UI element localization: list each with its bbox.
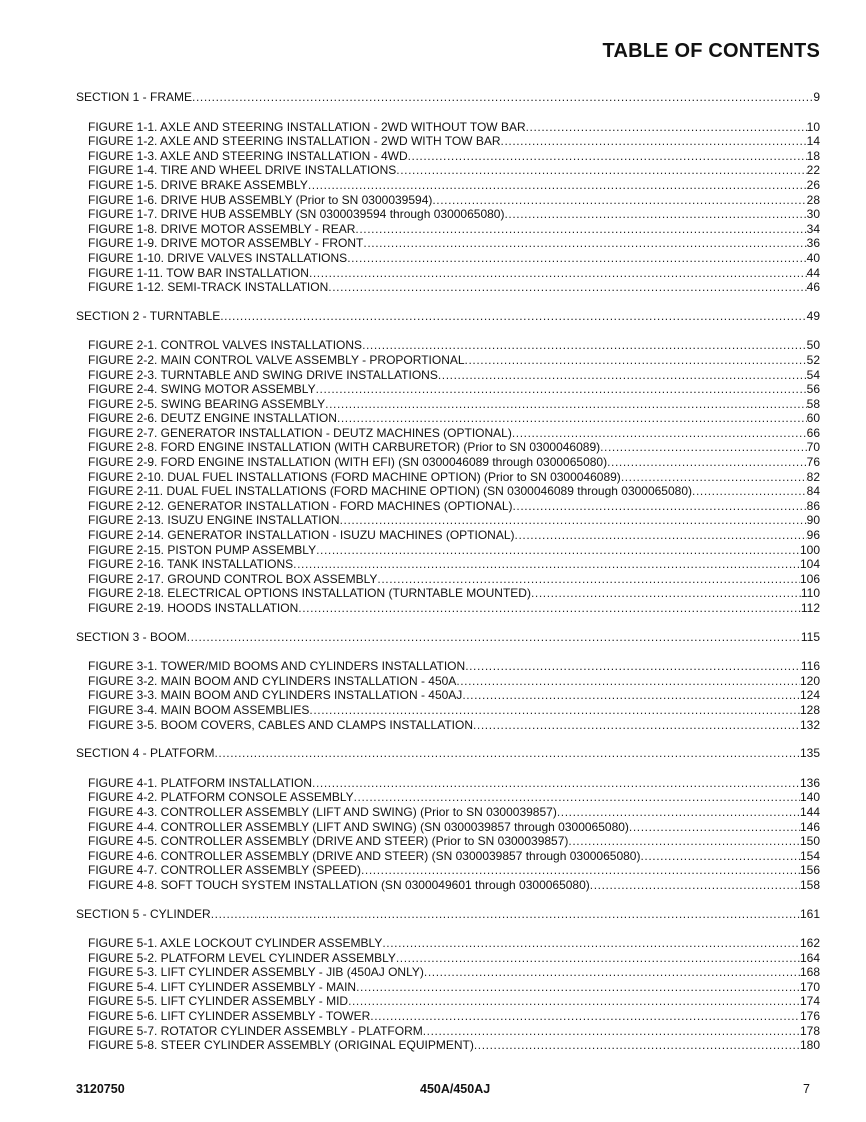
dot-leader (316, 382, 807, 397)
figure-entry[interactable] (76, 455, 820, 470)
dot-leader (424, 965, 800, 980)
figure-entry-label: FIGURE 4-8. SOFT TOUCH SYSTEM INSTALLATION (SN 0300049601 through 0300065080) (88, 877, 590, 892)
dot-leader (501, 134, 807, 149)
section-entry[interactable] (76, 907, 820, 922)
figure-entry-label: FIGURE 2-17. GROUND CONTROL BOX ASSEMBLY (88, 571, 378, 586)
figure-entry[interactable] (76, 266, 820, 281)
section-entry[interactable] (76, 90, 820, 105)
dot-leader (621, 470, 807, 485)
dot-leader (361, 863, 800, 878)
figure-entry-label: FIGURE 4-6. CONTROLLER ASSEMBLY (DRIVE AND STEER) (SN 0300039857 through 0300065080) (88, 848, 641, 863)
section-entry-page: 9 (813, 90, 820, 104)
toc-section (76, 746, 820, 892)
dot-leader (512, 426, 807, 441)
figure-entry[interactable] (76, 718, 820, 733)
figure-entry-label: FIGURE 1-3. AXLE AND STEERING INSTALLATION - 4WD (88, 148, 408, 163)
figure-entry-page: 116 (800, 659, 820, 674)
figure-entry[interactable] (76, 120, 820, 135)
figure-entry[interactable] (76, 586, 820, 601)
figure-entry-page: 44 (806, 265, 820, 280)
figure-entry-label: FIGURE 1-10. DRIVE VALVES INSTALLATIONS (88, 250, 348, 265)
figure-entry-label: FIGURE 2-16. TANK INSTALLATIONS (88, 557, 294, 572)
figure-entry[interactable] (76, 863, 820, 878)
figure-entry-page: 124 (799, 688, 820, 703)
figure-entry-page: 146 (799, 819, 820, 834)
figure-entry-label: FIGURE 2-3. TURNTABLE AND SWING DRIVE INSTALLATIONS (88, 367, 438, 382)
figure-entry[interactable] (76, 178, 820, 193)
dot-leader (298, 601, 801, 616)
figure-entry[interactable] (76, 688, 820, 703)
figure-entry-page: 58 (806, 396, 820, 411)
dot-leader (316, 543, 800, 558)
figure-entry-label: FIGURE 2-14. GENERATOR INSTALLATION - ISUZU MACHINES (OPTIONAL) (88, 528, 515, 543)
figure-entry-page: 96 (806, 528, 820, 543)
dot-leader (640, 849, 799, 864)
figure-entry-page: 132 (799, 717, 820, 732)
dot-leader (308, 178, 807, 193)
figure-entry-label: FIGURE 4-4. CONTROLLER ASSEMBLY (LIFT AND SWING) (SN 0300039857 through 0300065080) (88, 819, 629, 834)
figure-entry-label: FIGURE 3-4. MAIN BOOM ASSEMBLIES (88, 702, 310, 717)
dot-leader (337, 411, 807, 426)
footer-model: 450A/450AJ (420, 1082, 491, 1096)
figure-entry[interactable] (76, 572, 820, 587)
dot-leader (456, 674, 800, 689)
dot-leader (396, 163, 806, 178)
figure-entry-label: FIGURE 1-1. AXLE AND STEERING INSTALLATION - 2WD WITHOUT TOW BAR (88, 119, 526, 134)
figure-entry-page: 162 (799, 936, 820, 951)
figure-entry-label: FIGURE 3-2. MAIN BOOM AND CYLINDERS INSTALLATION - 450A (88, 673, 457, 688)
dot-leader (192, 90, 813, 105)
figure-entry-page: 106 (799, 571, 820, 586)
section-entry[interactable] (76, 746, 820, 761)
figure-entry-page: 174 (799, 994, 820, 1009)
dot-leader (355, 222, 806, 237)
figure-entry-page: 10 (806, 119, 820, 134)
toc-section (76, 907, 820, 1053)
figure-entry-page: 156 (799, 863, 820, 878)
figure-entry[interactable] (76, 470, 820, 485)
figure-entry[interactable] (76, 703, 820, 718)
figure-entry[interactable] (76, 1009, 820, 1024)
section-entry-label: SECTION 2 - TURNTABLE (76, 308, 221, 323)
dot-leader (515, 528, 807, 543)
dot-leader (325, 397, 806, 412)
figure-entry-label: FIGURE 3-3. MAIN BOOM AND CYLINDERS INSTALLATION - 450AJ (88, 688, 463, 703)
figure-entry[interactable] (76, 980, 820, 995)
figure-entry-label: FIGURE 5-2. PLATFORM LEVEL CYLINDER ASSEMBLY (88, 950, 396, 965)
dot-leader (309, 703, 800, 718)
section-entry[interactable] (76, 630, 820, 645)
figure-entry-page: 84 (806, 484, 820, 499)
section-entry-label: SECTION 5 - CYLINDER (76, 906, 211, 921)
figure-entry[interactable] (76, 484, 820, 499)
dot-leader (356, 980, 800, 995)
figure-entry-page: 52 (806, 352, 820, 367)
dot-leader (423, 1024, 800, 1039)
figure-entry-label: FIGURE 2-18. ELECTRICAL OPTIONS INSTALLATION (TURNTABLE MOUNTED) (88, 586, 531, 601)
dot-leader (214, 746, 800, 761)
figure-entry-page: 100 (799, 542, 820, 557)
figure-entry[interactable] (76, 411, 820, 426)
figure-entry-page: 28 (806, 192, 820, 207)
figure-entry[interactable] (76, 426, 820, 441)
figure-entry-label: FIGURE 4-2. PLATFORM CONSOLE ASSEMBLY (88, 790, 354, 805)
figure-entry[interactable] (76, 790, 820, 805)
figure-entry-label: FIGURE 1-5. DRIVE BRAKE ASSEMBLY (88, 177, 308, 192)
figure-entry-label: FIGURE 2-5. SWING BEARING ASSEMBLY (88, 396, 326, 411)
figure-entry-label: FIGURE 2-7. GENERATOR INSTALLATION - DEUTZ MACHINES (OPTIONAL) (88, 425, 512, 440)
dot-leader (363, 236, 806, 251)
section-entry-page: 135 (799, 746, 820, 761)
figure-entry-page: 82 (806, 469, 820, 484)
figure-entry-page: 128 (799, 702, 820, 717)
figure-entry-page: 140 (799, 790, 820, 805)
figure-entry-page: 22 (806, 163, 820, 178)
figure-entry-label: FIGURE 5-6. LIFT CYLINDER ASSEMBLY - TOWER (88, 1009, 371, 1024)
figure-entry[interactable] (76, 353, 820, 368)
figure-entry-label: FIGURE 2-13. ISUZU ENGINE INSTALLATION (88, 513, 340, 528)
section-entry-page: 161 (799, 906, 820, 921)
figure-entry-label: FIGURE 4-5. CONTROLLER ASSEMBLY (DRIVE AND STEER) (Prior to SN 0300039857) (88, 834, 569, 849)
figure-entry[interactable] (76, 207, 820, 222)
figure-entry-page: 70 (806, 440, 820, 455)
figure-entry-page: 136 (799, 775, 820, 790)
figure-entry-page: 150 (799, 834, 820, 849)
figure-entry-page: 170 (799, 979, 820, 994)
section-entry-page: 49 (806, 308, 820, 323)
figure-entry[interactable] (76, 528, 820, 543)
figure-entry-page: 86 (806, 498, 820, 513)
figure-entry-label: FIGURE 1-6. DRIVE HUB ASSEMBLY (Prior to SN 0300039594) (88, 192, 433, 207)
figure-entry[interactable] (76, 805, 820, 820)
figure-entry-page: 164 (799, 950, 820, 965)
figure-entry[interactable] (76, 834, 820, 849)
toc-section (76, 309, 820, 616)
dot-leader (504, 207, 806, 222)
dot-leader (473, 718, 800, 733)
figure-entry-label: FIGURE 2-11. DUAL FUEL INSTALLATIONS (FORD MACHINE OPTION) (SN 0300046089 through 0300065080) (88, 484, 693, 499)
figure-entry-page: 36 (806, 236, 820, 251)
dot-leader (312, 776, 800, 791)
figure-entry-label: FIGURE 2-12. GENERATOR INSTALLATION - FORD MACHINES (OPTIONAL) (88, 498, 513, 513)
figure-entry-page: 104 (799, 557, 820, 572)
dot-leader (396, 951, 800, 966)
figure-entry-page: 56 (806, 382, 820, 397)
figure-entry-label: FIGURE 1-12. SEMI-TRACK INSTALLATION (88, 280, 329, 295)
figure-entry-page: 18 (806, 148, 820, 163)
dot-leader (462, 688, 800, 703)
dot-leader (600, 440, 807, 455)
dot-leader (526, 120, 807, 135)
dot-leader (309, 266, 807, 281)
figure-entry-label: FIGURE 2-8. FORD ENGINE INSTALLATION (WITH CARBURETOR) (Prior to SN 0300046089) (88, 440, 601, 455)
figure-entry-label: FIGURE 1-7. DRIVE HUB ASSEMBLY (SN 0300039594 through 0300065080) (88, 207, 505, 222)
figure-entry[interactable] (76, 674, 820, 689)
figure-entry-page: 34 (806, 221, 820, 236)
figure-entry[interactable] (76, 936, 820, 951)
figure-entry-page: 46 (806, 280, 820, 295)
figure-entry[interactable] (76, 236, 820, 251)
figure-entry-label: FIGURE 5-3. LIFT CYLINDER ASSEMBLY - JIB (450AJ ONLY) (88, 965, 424, 980)
figure-entry[interactable] (76, 878, 820, 893)
figure-entry-page: 176 (799, 1009, 820, 1024)
dot-leader (408, 149, 807, 164)
figure-entry-page: 50 (806, 338, 820, 353)
figure-entry[interactable] (76, 994, 820, 1009)
figure-entry-page: 54 (806, 367, 820, 382)
figure-entry-label: FIGURE 5-7. ROTATOR CYLINDER ASSEMBLY - PLATFORM (88, 1023, 423, 1038)
figure-entry-label: FIGURE 1-2. AXLE AND STEERING INSTALLATION - 2WD WITH TOW BAR (88, 134, 501, 149)
figure-entry[interactable] (76, 193, 820, 208)
figure-entry-page: 90 (806, 513, 820, 528)
figure-entry[interactable] (76, 601, 820, 616)
figure-entry-label: FIGURE 5-1. AXLE LOCKOUT CYLINDER ASSEMBLY (88, 936, 383, 951)
dot-leader (607, 455, 807, 470)
figure-entry-page: 180 (799, 1038, 820, 1053)
figure-entry[interactable] (76, 513, 820, 528)
figure-entry[interactable] (76, 149, 820, 164)
figure-entry-label: FIGURE 2-19. HOODS INSTALLATION (88, 601, 299, 615)
figure-entry-page: 158 (799, 877, 820, 892)
dot-leader (474, 1038, 800, 1053)
dot-leader (438, 368, 807, 383)
figure-entry-label: FIGURE 2-2. MAIN CONTROL VALVE ASSEMBLY - PROPORTIONAL (88, 352, 465, 367)
figure-entry[interactable] (76, 440, 820, 455)
figure-entry[interactable] (76, 280, 820, 295)
dot-leader (340, 513, 807, 528)
dot-leader (328, 280, 806, 295)
figure-entry-label: FIGURE 1-9. DRIVE MOTOR ASSEMBLY - FRONT (88, 236, 364, 251)
figure-entry-label: FIGURE 4-7. CONTROLLER ASSEMBLY (SPEED) (88, 863, 361, 878)
figure-entry-page: 112 (800, 601, 820, 615)
dot-leader (211, 907, 800, 922)
figure-entry[interactable] (76, 382, 820, 397)
figure-entry-label: FIGURE 2-4. SWING MOTOR ASSEMBLY (88, 382, 316, 397)
figure-entry-label: FIGURE 2-1. CONTROL VALVES INSTALLATIONS (88, 338, 363, 353)
dot-leader (377, 572, 800, 587)
figure-entry[interactable] (76, 222, 820, 237)
figure-entry-label: FIGURE 4-1. PLATFORM INSTALLATION (88, 775, 313, 790)
figure-entry-page: 60 (806, 411, 820, 426)
dot-leader (557, 805, 800, 820)
figure-entry-label: FIGURE 4-3. CONTROLLER ASSEMBLY (LIFT AND SWING) (Prior to SN 0300039857) (88, 804, 557, 819)
figure-entry-label: FIGURE 1-8. DRIVE MOTOR ASSEMBLY - REAR (88, 221, 356, 236)
dot-leader (293, 557, 800, 572)
dot-leader (347, 251, 806, 266)
figure-entry[interactable] (76, 368, 820, 383)
section-entry-label: SECTION 1 - FRAME (76, 90, 193, 104)
figure-entry-label: FIGURE 1-4. TIRE AND WHEEL DRIVE INSTALLATIONS (88, 163, 397, 178)
figure-entry[interactable] (76, 1038, 820, 1053)
dot-leader (348, 994, 800, 1009)
figure-entry[interactable] (76, 397, 820, 412)
dot-leader (432, 193, 806, 208)
figure-entry-label: FIGURE 2-6. DEUTZ ENGINE INSTALLATION (88, 411, 337, 426)
footer-page-number: 7 (803, 1082, 810, 1096)
figure-entry-label: FIGURE 3-1. TOWER/MID BOOMS AND CYLINDERS INSTALLATION (88, 659, 466, 674)
dot-leader (354, 790, 800, 805)
figure-entry-label: FIGURE 2-10. DUAL FUEL INSTALLATIONS (FORD MACHINE OPTION) (Prior to SN 0300046089) (88, 469, 621, 484)
figure-entry-page: 30 (806, 207, 820, 222)
figure-entry-label: FIGURE 5-4. LIFT CYLINDER ASSEMBLY - MAIN (88, 979, 357, 994)
figure-entry[interactable] (76, 134, 820, 149)
section-entry[interactable] (76, 309, 820, 324)
figure-entry-page: 26 (806, 177, 820, 192)
figure-entry-page: 144 (799, 804, 820, 819)
figure-entry[interactable] (76, 659, 820, 674)
footer-doc-number: 3120750 (76, 1082, 125, 1096)
figure-entry[interactable] (76, 1024, 820, 1039)
dot-leader (590, 878, 800, 893)
toc-section (76, 630, 820, 733)
figure-entry-page: 66 (806, 425, 820, 440)
figure-entry[interactable] (76, 557, 820, 572)
table-of-contents (76, 90, 820, 1067)
section-entry-label: SECTION 4 - PLATFORM (76, 746, 215, 761)
figure-entry-label: FIGURE 5-5. LIFT CYLINDER ASSEMBLY - MID (88, 994, 349, 1009)
dot-leader (370, 1009, 800, 1024)
figure-entry[interactable] (76, 776, 820, 791)
figure-entry[interactable] (76, 849, 820, 864)
page-title: TABLE OF CONTENTS (602, 40, 820, 62)
dot-leader (465, 353, 807, 368)
figure-entry[interactable] (76, 251, 820, 266)
figure-entry-page: 120 (799, 673, 820, 688)
section-entry-label: SECTION 3 - BOOM (76, 629, 187, 644)
figure-entry-page: 178 (799, 1023, 820, 1038)
figure-entry-label: FIGURE 5-8. STEER CYLINDER ASSEMBLY (ORIGINAL EQUIPMENT) (88, 1038, 474, 1053)
figure-entry[interactable] (76, 965, 820, 980)
figure-entry-page: 168 (799, 965, 820, 980)
figure-entry-page: 40 (806, 250, 820, 265)
figure-entry-label: FIGURE 3-5. BOOM COVERS, CABLES AND CLAMPS INSTALLATION (88, 717, 473, 732)
dot-leader (629, 820, 800, 835)
figure-entry-page: 76 (806, 455, 820, 470)
dot-leader (382, 936, 800, 951)
figure-entry[interactable] (76, 499, 820, 514)
dot-leader (220, 309, 806, 324)
figure-entry-page: 14 (806, 134, 820, 149)
dot-leader (187, 630, 801, 645)
dot-leader (568, 834, 800, 849)
figure-entry-label: FIGURE 2-9. FORD ENGINE INSTALLATION (WITH EFI) (SN 0300046089 through 0300065080) (88, 455, 608, 470)
figure-entry[interactable] (76, 820, 820, 835)
figure-entry[interactable] (76, 951, 820, 966)
dot-leader (513, 499, 807, 514)
figure-entry[interactable] (76, 163, 820, 178)
figure-entry-label: FIGURE 1-11. TOW BAR INSTALLATION (88, 265, 309, 280)
dot-leader (362, 338, 807, 353)
figure-entry[interactable] (76, 338, 820, 353)
dot-leader (465, 659, 801, 674)
figure-entry-label: FIGURE 2-15. PISTON PUMP ASSEMBLY (88, 542, 317, 557)
dot-leader (692, 484, 807, 499)
figure-entry[interactable] (76, 543, 820, 558)
dot-leader (531, 586, 801, 601)
section-entry-page: 115 (800, 629, 820, 644)
figure-entry-page: 154 (799, 848, 820, 863)
figure-entry-page: 110 (800, 586, 820, 601)
toc-section (76, 90, 820, 295)
